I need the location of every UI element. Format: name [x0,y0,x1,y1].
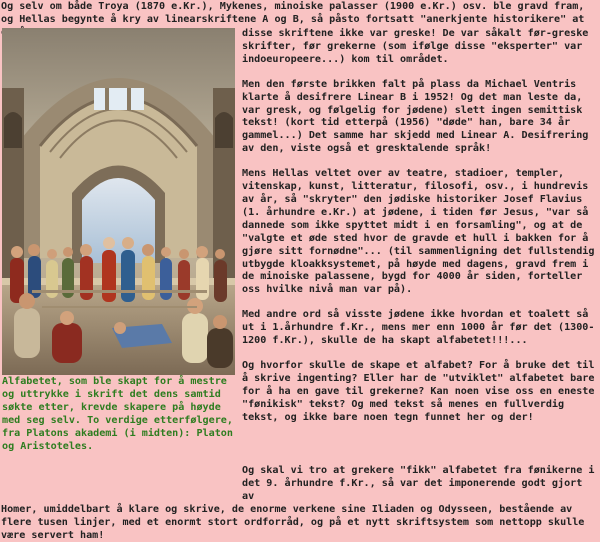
paragraph-3: Mens Hellas veltet over av teatre, stadioer, templer, vitenskap, kunst, litteratur, filosofi, osv., i hundrevis av år, så "skryter" den jødiske historiker Josef Flavius (1. århundre e.Kr.) at jødene, i tiden før Jesus, "var så dannede som ikke spyttet midt i en forsamling", og at de "valgte et øde sted hvor de gravde et hull i bakken for å gjøre sitt fornødne"... (til sammenligning det fullstendig utbygde kloakksystemet, på høyde med dagens, gravd frem i de minoiske palassene, bygd for 4000 år siden, forteller oss hvilke nivå man var på). [242,168,595,296]
closing-paragraph [1,465,599,542]
closing-paragraph-start: Og skal vi tro at grekere "fikk" alfabetet fra fønikerne i det 9. århundre f.Kr., så var det imponerende godt gjort av [242,465,595,502]
paragraph-2: Men den første brikken falt på plass da Michael Ventris klarte å desifrere Linear B i 1952! Og det man leste da, var gresk, og følgelig for jødene) slett ingen semittisk tekst! (kort tid etterpå (1956) "døde" han, bare 34 år gammel...) Det samme har skjedd med Linear A. Desifrering av den, viste også et gresktalende språk! [242,78,589,155]
paragraph-1: disse skriftene ikke var greske! De var såkalt før-greske skrifter, før grekerne (som ifølge disse "eksperter" var indoeuropeere...) kom til området. [242,28,589,65]
paragraph-4: Med andre ord så visste jødene ikke hvordan et toalett så ut i 1.århundre f.Kr., mens mer enn 1000 år før det (1300-1200 f.Kr.), skulle de ha skapt alfabetet!!!... [242,309,595,347]
closing-paragraph-end: Homer, umiddelbart å klare og skrive, de enorme verkene sine Iliaden og Odysseen, bestående av flere tusen linjer, med et enormt stort ordforråd, og på et nytt skriftsystem som nettopp skulle være servert ham! [1,503,585,541]
intro-text: Og selv om både Troya (1870 e.Kr.), Mykenes, minoiske palasser (1900 e.Kr.) osv. ble gravd fram, og Hellas begynte å kry av linearskriftene A og B, så påsto fortsatt "anerkjente historikere" at [1,1,585,25]
painting-caption: Alfabetet, som ble skapt for å mestre og uttrykke i skrift det dens samtid søkte etter, krevde skapere på høyde med seg selv. To verdige etterfølgere, fra Platons akademi (i midten): Platon og Aristoteles. [2,376,233,452]
paragraph-5: Og hvorfor skulle de skape et alfabet? For å bruke det til å skrive ingenting? Eller har de "utviklet" alfabetet bare for å ha en gave til grekerne? Kan noen vise oss en eneste "fønikisk" tekst? Og med tekst så menes en fullverdig tekst, og ikke bare noen tegn funnet her og der! [242,359,595,423]
school-of-athens-painting [2,28,235,375]
right-column [242,28,598,424]
